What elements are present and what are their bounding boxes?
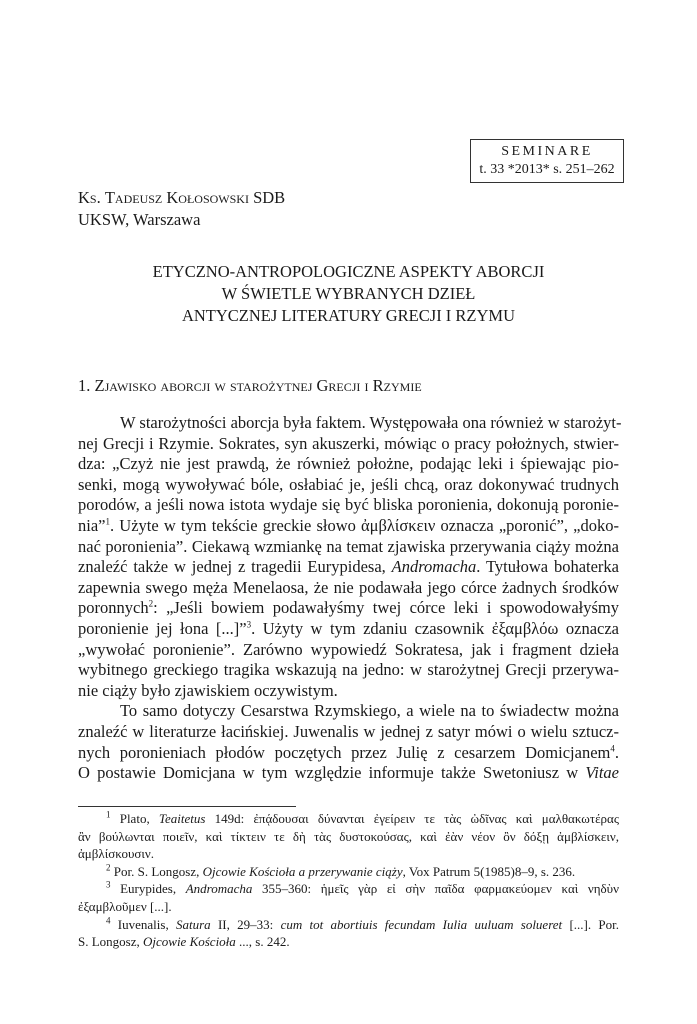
journal-citation: t. 33 *2013* s. 251–262 bbox=[479, 162, 615, 177]
work-title: Ojcowie Kościoła a przerywanie ciąży bbox=[202, 863, 403, 879]
body-line: nać poronienia”. Ciekawą wzmiankę na temat zjawiska przerywania ciąży można bbox=[78, 536, 619, 556]
note-fragment: Eurypides, bbox=[120, 881, 186, 897]
body-line bbox=[78, 598, 619, 619]
note-fragment: Por. S. Longosz, bbox=[113, 863, 203, 879]
note-fragment: Plato, bbox=[119, 811, 159, 826]
body-line: senki, mogą wywoływać bóle, osłabiać je, jeśli chcą, oraz dokonywać trudnych bbox=[78, 474, 619, 494]
body-line: nej Grecji i Rzymie. Sokrates, syn akuszerki, mówiąc o pracy położnych, stwier- bbox=[78, 433, 619, 453]
journal-citation-box bbox=[470, 139, 624, 183]
body-line: znaleźć w literaturze łacińskiej. Juwenalis w jednej z satyr mówi o wielu sztucz- bbox=[78, 721, 619, 741]
note-fragment: [...]. Por. bbox=[562, 916, 620, 932]
body-line bbox=[78, 619, 619, 640]
body-line: To samo dotyczy Cesarstwa Rzymskiego, a wiele na to świadectw można bbox=[120, 701, 619, 721]
footnote-ref: 2 bbox=[148, 598, 154, 609]
footnote-ref: 1 bbox=[105, 516, 110, 527]
footnote-number: 4 bbox=[106, 915, 111, 926]
footnote-line bbox=[78, 810, 619, 828]
body-fragment: . Tytułowa bohaterka bbox=[476, 557, 619, 577]
body-line: zapewnia swego męża Menelaosa, że nie podawała jego córce żadnych środków bbox=[78, 577, 619, 597]
footnotes bbox=[78, 810, 619, 951]
author-affiliation: UKSW, Warszawa bbox=[78, 210, 201, 229]
body-fragment: O postawie Domicjana w tym względzie informuje także Swetoniusz w bbox=[78, 763, 586, 783]
footnote-line: ἀμβλίσκουσιν. bbox=[78, 846, 155, 862]
body-fragment: nia” bbox=[78, 515, 106, 535]
body-line bbox=[78, 743, 619, 764]
work-title: Satura bbox=[176, 916, 211, 932]
footnote-ref: 3 bbox=[246, 619, 252, 630]
work-title: Ojcowie Kościoła bbox=[143, 934, 236, 950]
body-fragment: . bbox=[614, 742, 619, 762]
body-line: W starożytności aborcja była faktem. Występowała ona również w starożyt- bbox=[120, 413, 622, 432]
body-fragment: . Użyte w tym tekście greckie słowo ἀμβλίσκειν oznacza „poronić”, „doko- bbox=[109, 515, 619, 535]
author-block bbox=[78, 187, 285, 231]
note-fragment: S. Longosz, bbox=[78, 934, 143, 950]
body-line bbox=[78, 763, 619, 784]
note-fragment: 149d: ἐπᾴδουσαι δύνανται ἐγείρειν τε τὰς ὠδῖνας καὶ μαλθακωτέρας bbox=[205, 811, 619, 826]
title-line: ETYCZNO-ANTROPOLOGICZNE ASPEKTY ABORCJI bbox=[152, 262, 545, 281]
footnote-line bbox=[78, 863, 619, 881]
note-fragment: II, 29–33: bbox=[210, 916, 281, 932]
body-line: „wywołać poronienie”. Zarówno wypowiedź Sokratesa, jak i fragment dzieła bbox=[78, 639, 619, 659]
title-line: W ŚWIETLE WYBRANYCH DZIEŁ bbox=[221, 284, 476, 303]
body-line: wybitnego greckiego tragika wskazują na jedno: w starożytnej Grecji przerywa- bbox=[78, 660, 619, 680]
body-fragment: nych poronieniach płodów poczętych przez Julię z cesarzem Domicjanem bbox=[78, 742, 611, 762]
footnote-number: 2 bbox=[106, 862, 111, 873]
note-fragment: , Vox Patrum 5(1985)8–9, s. 236. bbox=[402, 863, 576, 879]
footnote-number: 1 bbox=[106, 809, 111, 820]
footnote-ref: 4 bbox=[610, 743, 615, 753]
footnote-line: ἂν βούλωνται ποιεῖν, καὶ τίκτειν τε δὴ τὰς δυστοκούσας, καὶ ἐὰν νέον ὂν δόξῃ ἀμβλίσκειν, bbox=[78, 828, 619, 844]
body-fragment: . Użyty w tym zdaniu czasownik ἐξαμβλόω oznacza bbox=[251, 618, 619, 638]
work-title: Andromacha bbox=[391, 557, 477, 577]
body-line bbox=[78, 516, 619, 537]
author-order: SDB bbox=[253, 188, 286, 207]
footnote-line bbox=[78, 933, 619, 951]
body-fragment: poronnych bbox=[78, 598, 149, 618]
body-fragment: : „Jeśli bowiem podawałyśmy twej córce leki i spowodowałyśmy bbox=[153, 598, 619, 618]
note-fragment: ..., s. 242. bbox=[235, 934, 290, 950]
body-line: dza: „Czyż nie jest prawdą, że również położne, podając leki i śpiewając pio- bbox=[78, 454, 619, 474]
note-fragment: 355–360: ἡμεῖς γὰρ εἰ σὴν παῖδα φαρμακεύομεν καὶ νηδὺν bbox=[252, 881, 619, 897]
section-heading: 1. Zjawisko aborcji w starożytnej Grecji i Rzymie bbox=[78, 376, 422, 395]
body-text bbox=[78, 413, 622, 784]
footnote-line bbox=[78, 916, 619, 934]
body-line bbox=[78, 557, 619, 578]
body-fragment: znaleźć także w jednej z tragedii Eurypidesa, bbox=[78, 557, 392, 577]
note-fragment: Iuvenalis, bbox=[117, 916, 176, 932]
footnote-separator bbox=[78, 806, 296, 807]
footnote-line: ἐξαμβλοῦμεν [...]. bbox=[78, 898, 172, 914]
body-line: porodów, a jeśli nowa istota wydaje się być bliska poronienia, dokonują poronie- bbox=[78, 495, 619, 515]
work-title: Andromacha bbox=[185, 881, 253, 897]
body-line: nie ciąży było zjawiskiem oczywistym. bbox=[78, 680, 338, 700]
work-title: Teaitetus bbox=[158, 811, 206, 826]
body-fragment: poronienie jej łona [...]” bbox=[78, 618, 247, 638]
footnote-line bbox=[78, 880, 619, 898]
article-title bbox=[78, 261, 619, 327]
author-prefix: Ks. bbox=[78, 188, 101, 207]
journal-name: SEMINARE bbox=[501, 144, 593, 159]
footnote-number: 3 bbox=[106, 880, 111, 891]
quotation: cum tot abortiuis fecundam Iulia uuluam solueret bbox=[280, 916, 563, 932]
title-line: ANTYCZNEJ LITERATURY GRECJI I RZYMU bbox=[181, 306, 516, 325]
author-name: Tadeusz Kołosowski bbox=[104, 188, 249, 207]
work-title: Vitae bbox=[585, 763, 619, 783]
